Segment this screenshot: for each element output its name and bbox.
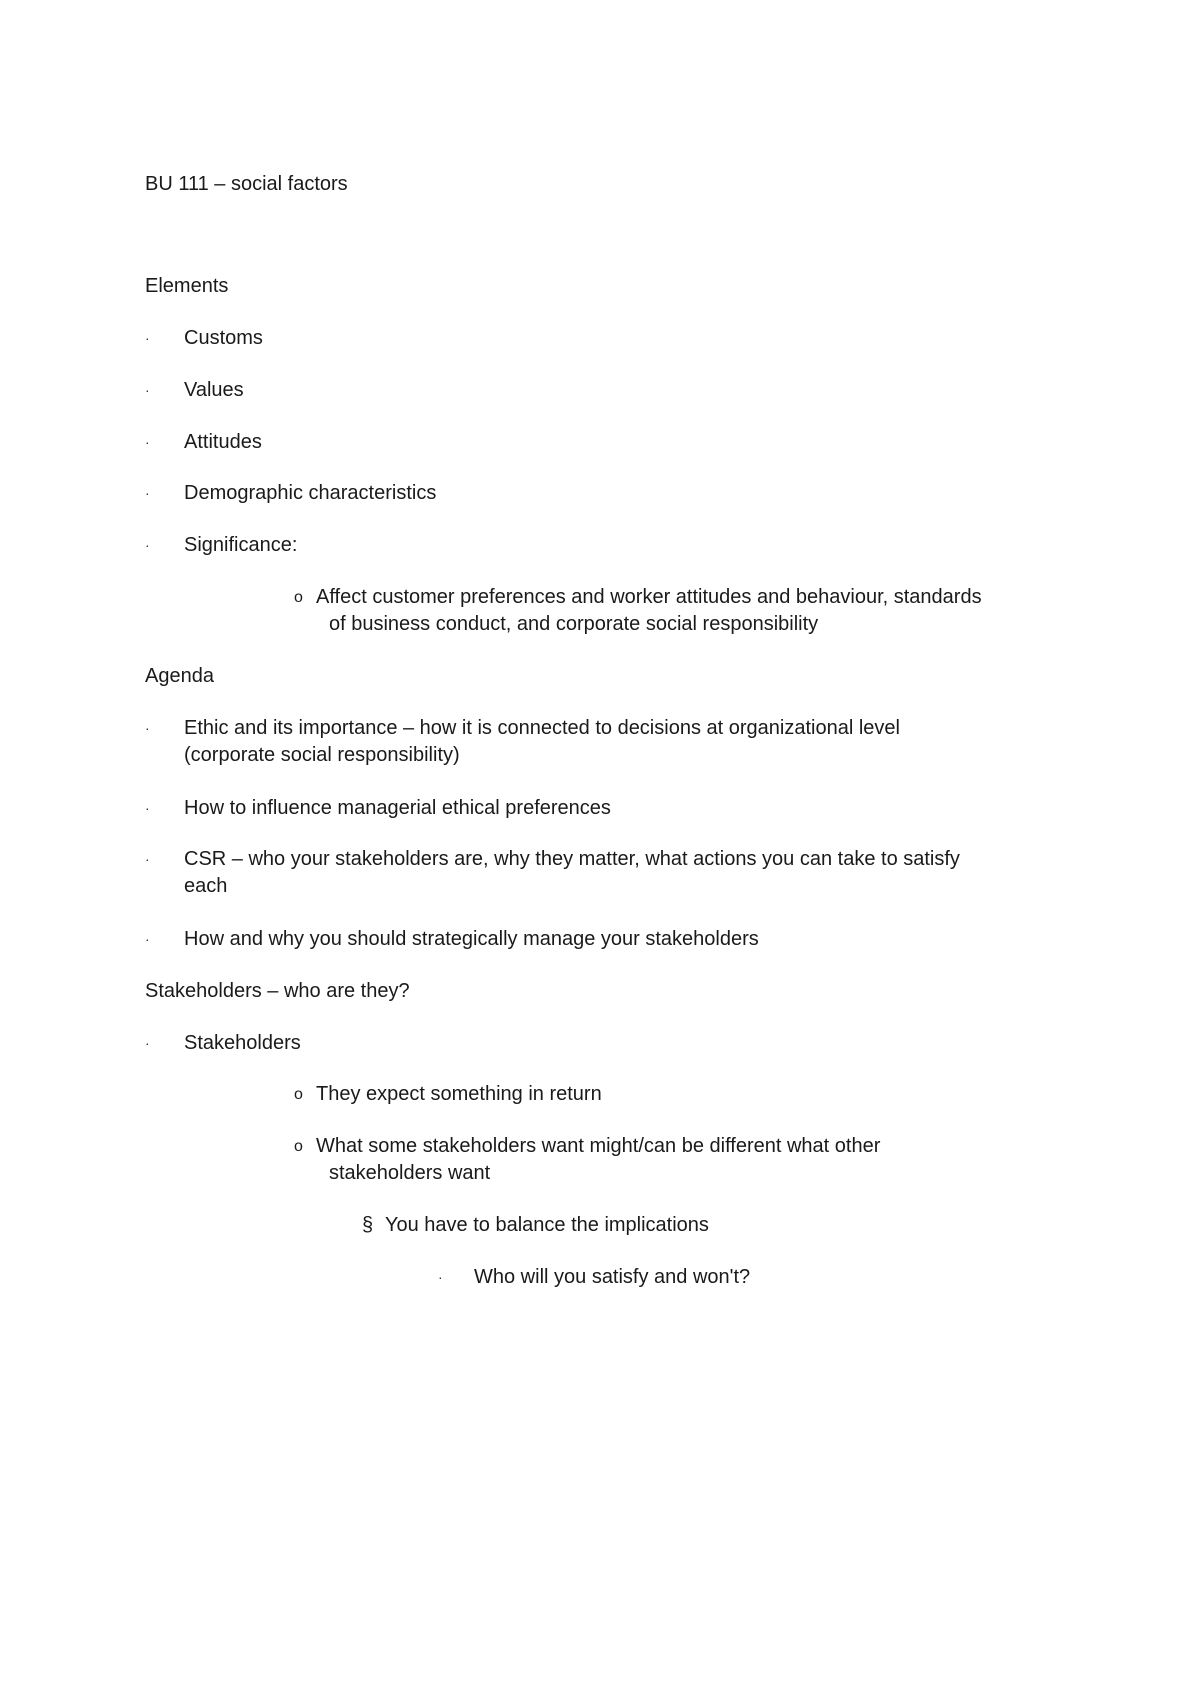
bullet-marker: · bbox=[145, 1035, 150, 1051]
circle-marker: o bbox=[294, 589, 303, 606]
circle-marker: o bbox=[294, 1138, 303, 1155]
stakeholders-heading: Stakeholders – who are they? bbox=[145, 980, 410, 1002]
list-item: How to influence managerial ethical preferences bbox=[184, 797, 611, 819]
document-title: BU 111 – social factors bbox=[145, 173, 348, 195]
list-item: Values bbox=[184, 379, 244, 401]
sub-item-line: Affect customer preferences and worker attitudes and behaviour, standards bbox=[316, 586, 982, 608]
sub-item-line: of business conduct, and corporate social responsibility bbox=[329, 613, 819, 635]
list-item: Stakeholders bbox=[184, 1032, 301, 1054]
agenda-heading: Agenda bbox=[145, 665, 214, 687]
circle-marker: o bbox=[294, 1086, 303, 1103]
sub-item: They expect something in return bbox=[316, 1083, 602, 1105]
list-item-line: Ethic and its importance – how it is connected to decisions at organizational level bbox=[184, 717, 900, 739]
bullet-marker: · bbox=[145, 485, 150, 501]
section-marker: § bbox=[362, 1214, 374, 1236]
bullet-marker: · bbox=[438, 1269, 443, 1285]
list-item: Attitudes bbox=[184, 431, 262, 453]
sub-sub-item: You have to balance the implications bbox=[385, 1214, 709, 1236]
list-item: Significance: bbox=[184, 534, 298, 556]
sub-sub-sub-item: Who will you satisfy and won't? bbox=[474, 1266, 751, 1288]
bullet-marker: · bbox=[145, 720, 150, 736]
list-item-line: each bbox=[184, 875, 228, 897]
bullet-marker: · bbox=[145, 931, 150, 947]
list-item: Demographic characteristics bbox=[184, 482, 437, 504]
sub-item-line: What some stakeholders want might/can be different what other bbox=[316, 1135, 881, 1157]
bullet-marker: · bbox=[145, 851, 150, 867]
list-item-line: (corporate social responsibility) bbox=[184, 744, 460, 766]
sub-item-line: stakeholders want bbox=[329, 1162, 491, 1184]
list-item: How and why you should strategically manage your stakeholders bbox=[184, 928, 759, 950]
list-item-line: CSR – who your stakeholders are, why they matter, what actions you can take to satisfy bbox=[184, 848, 960, 870]
bullet-marker: · bbox=[145, 434, 150, 450]
list-item: Customs bbox=[184, 327, 263, 349]
bullet-marker: · bbox=[145, 800, 150, 816]
bullet-marker: · bbox=[145, 537, 150, 553]
elements-heading: Elements bbox=[145, 275, 229, 297]
bullet-marker: · bbox=[145, 330, 150, 346]
bullet-marker: · bbox=[145, 382, 150, 398]
